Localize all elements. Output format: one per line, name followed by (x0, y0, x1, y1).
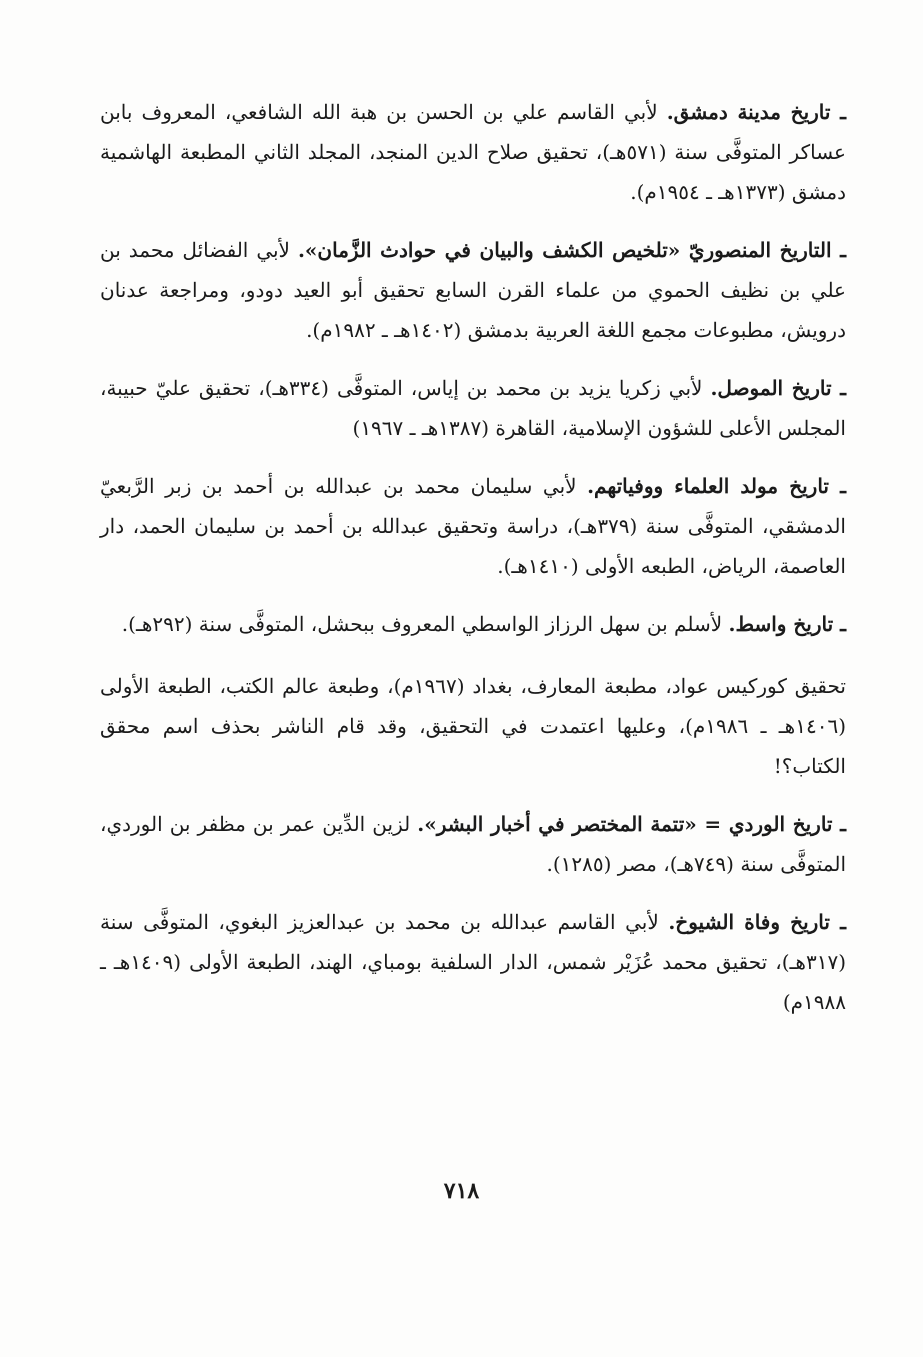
entry-text: لأبي زكريا يزيد بن محمد بن إياس، المتوفَّى (٣٣٤هـ)، تحقيق عليّ حبيبة، المجلس الأعلى للشؤون الإسلامية، القاهرة (١٣٨٧هـ ـ ١٩٦٧) (100, 376, 846, 440)
entry-text: لزين الدِّين عمر بن مظفر بن الوردي، المتوفَّى سنة (٧٤٩هـ)، مصر (١٢٨٥). (100, 812, 846, 876)
entry-title: ـ تاريخ الوردي = «تتمة المختصر في أخبار البشر». (417, 812, 847, 836)
entry-text: تحقيق كوركيس عواد، مطبعة المعارف، بغداد (١٩٦٧م)، وطبعة عالم الكتب، الطبعة الأولى (١٤٠٦هـ ـ ١٩٨٦م)، وعليها اعتمدت في التحقيق، وقد قام الناشر بحذف اسم محقق الكتاب؟! (100, 674, 847, 778)
bibliography-entry (100, 902, 846, 1022)
bibliography-entry (100, 368, 846, 448)
entry-title: ـ التاريخ المنصوريّ «تلخيص الكشف والبيان في حوادث الزَّمان». (297, 238, 847, 262)
entry-text: لأسلم بن سهل الرزاز الواسطي المعروف ببحشل، المتوفَّى سنة (٢٩٢هـ). (121, 612, 729, 636)
bibliography-entry (100, 230, 846, 350)
bibliography-entry (100, 604, 846, 644)
entry-title: ـ تاريخ واسط. (728, 612, 846, 636)
entry-title: ـ تاريخ مولد العلماء ووفياتهم. (587, 474, 846, 498)
entry-text: لأبي القاسم علي بن الحسن بن هبة الله الشافعي، المعروف بابن عساكر المتوفَّى سنة (٥٧١هـ)، تحقيق صلاح الدين المنجد، المجلد الثاني المطبعة الهاشمية دمشق (١٣٧٣هـ ـ ١٩٥٤م). (100, 100, 846, 204)
entry-text: لأبي سليمان محمد بن عبدالله بن أحمد بن زبر الرَّبعيّ الدمشقي، المتوفَّى سنة (٣٧٩هـ)، دراسة وتحقيق عبدالله بن أحمد بن سليمان الحمد، دار العاصمة، الرياض، الطبعه الأولى (١٤١٠هـ). (100, 474, 846, 578)
entry-title: ـ تاريخ مدينة دمشق. (666, 100, 846, 124)
entry-text: لأبي القاسم عبدالله بن محمد بن عبدالعزيز البغوي، المتوفَّى سنة (٣١٧هـ)، تحقيق محمد عُزَيْر شمس، الدار السلفية بومباي، الهند، الطبعة الأولى (١٤٠٩هـ ـ ١٩٨٨م) (100, 910, 847, 1014)
bibliography-entry (100, 92, 846, 212)
bibliography-entry-continuation (100, 666, 846, 786)
bibliography-entry (100, 804, 846, 884)
entry-title: ـ تاريخ وفاة الشيوخ. (668, 910, 846, 934)
bibliography-list (100, 92, 846, 1040)
entry-text: لأبي الفضائل محمد بن علي بن نظيف الحموي من علماء القرن السابع تحقيق أبو العيد دودو، ومراجعة عدنان درويش، مطبوعات مجمع اللغة العربية بدمشق (١٤٠٢هـ ـ ١٩٨٢م). (100, 238, 846, 342)
entry-title: ـ تاريخ الموصل. (710, 376, 846, 400)
page-number: ٧١٨ (443, 1178, 480, 1204)
bibliography-entry (100, 466, 846, 586)
